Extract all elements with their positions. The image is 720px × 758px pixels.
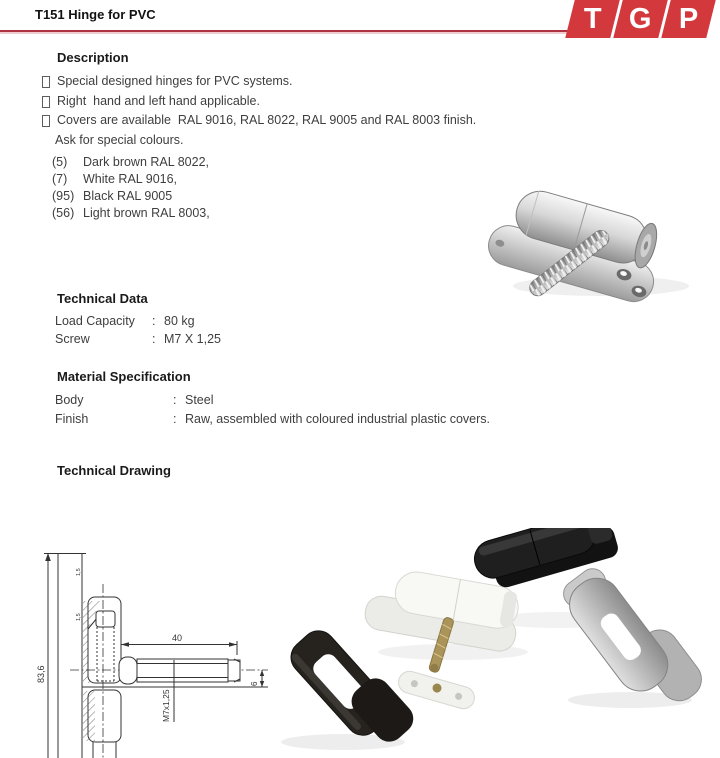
section-material-specification bbox=[42, 369, 602, 429]
description-heading: Description bbox=[57, 50, 129, 65]
spec-label: Finish bbox=[55, 412, 89, 426]
spec-colon: : bbox=[173, 412, 177, 426]
bullet-text: Covers are available RAL 9016, RAL 8022, RAL 9005 and RAL 8003 finish. bbox=[57, 113, 477, 127]
header-rule bbox=[0, 30, 578, 34]
page-title: T151 Hinge for PVC bbox=[35, 7, 156, 22]
logo-tile bbox=[613, 0, 667, 38]
spec-colon: : bbox=[152, 331, 156, 346]
bullet-marker-icon bbox=[42, 76, 50, 88]
thread-size-label: M7x1,25 bbox=[161, 689, 171, 722]
colour-name: Light brown RAL 8003, bbox=[83, 206, 210, 220]
dimension-edge-offset-label: 6 bbox=[250, 681, 259, 686]
spec-row bbox=[55, 391, 602, 410]
spec-value: Steel bbox=[185, 393, 214, 407]
technical-drawing-heading: Technical Drawing bbox=[57, 463, 171, 478]
logo-letter: P bbox=[678, 2, 699, 35]
bullet-item bbox=[42, 92, 522, 112]
spec-colon: : bbox=[152, 314, 156, 328]
dimension-overall-height-label: 83,6 bbox=[36, 665, 46, 683]
section-technical-data bbox=[42, 291, 462, 348]
colour-option bbox=[52, 205, 522, 222]
colour-code: (56) bbox=[52, 206, 75, 220]
spec-row bbox=[55, 331, 462, 349]
colour-name: White RAL 9016, bbox=[83, 172, 178, 186]
colour-option bbox=[52, 154, 522, 171]
spec-label: Screw bbox=[55, 331, 90, 346]
spec-row bbox=[55, 313, 462, 331]
bullet-marker-icon bbox=[42, 115, 50, 127]
foot-plate bbox=[396, 669, 477, 712]
colour-code: (7) bbox=[52, 172, 68, 186]
colour-code: (95) bbox=[52, 189, 75, 203]
dimension-pin-length-label: 40 bbox=[172, 633, 183, 643]
bullet-text: Special designed hinges for PVC systems. bbox=[57, 74, 293, 88]
spec-label: Body bbox=[55, 393, 84, 407]
spec-value: Raw, assembled with coloured industrial plastic covers. bbox=[185, 412, 490, 426]
bullet-item bbox=[42, 111, 522, 131]
bullet-list bbox=[42, 72, 522, 131]
logo-letter: G bbox=[629, 2, 652, 35]
colour-name: Dark brown RAL 8022, bbox=[83, 155, 209, 169]
hatch-lower bbox=[83, 691, 95, 741]
colour-option bbox=[52, 188, 522, 205]
wall-thickness-label: 1,5 bbox=[76, 613, 82, 621]
spec-value: 80 kg bbox=[164, 314, 195, 328]
colour-code: (5) bbox=[52, 155, 68, 169]
description-note: Ask for special colours. bbox=[55, 132, 184, 147]
product-photos-colour-variants bbox=[258, 528, 720, 758]
spec-value: M7 X 1,25 bbox=[164, 331, 221, 346]
logo-letter: T bbox=[583, 2, 602, 35]
material-specification-heading: Material Specification bbox=[57, 369, 191, 384]
colour-options bbox=[52, 154, 522, 222]
product-photo-chrome-hinge bbox=[486, 162, 708, 307]
drawing-lines bbox=[44, 553, 86, 758]
logo-tile bbox=[661, 0, 715, 38]
spec-label: Load Capacity bbox=[55, 314, 135, 328]
colour-name: Black RAL 9005 bbox=[83, 189, 173, 203]
bullet-marker-icon bbox=[42, 96, 50, 108]
logo-tile bbox=[565, 0, 619, 38]
spec-colon: : bbox=[173, 393, 177, 407]
colour-option bbox=[52, 171, 522, 188]
section-description bbox=[42, 50, 522, 222]
technical-data-heading: Technical Data bbox=[57, 291, 148, 306]
wall-thickness-label: 1,5 bbox=[76, 568, 82, 576]
bullet-text: Right hand and left hand applicable. bbox=[57, 93, 260, 108]
spec-row bbox=[55, 410, 602, 429]
bullet-item bbox=[42, 72, 522, 92]
brand-logo bbox=[570, 0, 711, 38]
